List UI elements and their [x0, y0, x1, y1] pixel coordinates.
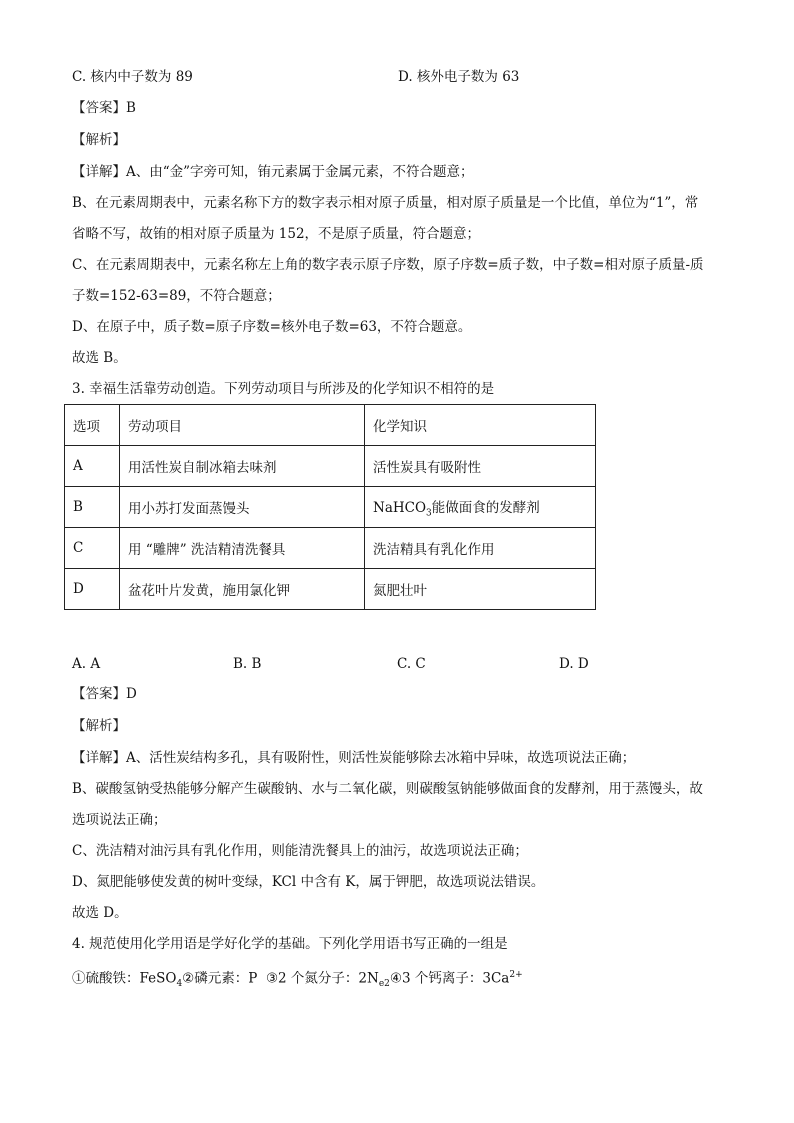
- q3-table: [64, 404, 596, 610]
- table-row: [65, 528, 596, 569]
- header-knowledge: 化学知识: [365, 405, 596, 446]
- q3-stem: 3. 幸福生活靠劳动创造。下列劳动项目与所涉及的化学知识不相符的是: [72, 381, 495, 397]
- row-task: 用活性炭自制冰箱去味剂: [120, 446, 365, 487]
- q4-items: [72, 966, 523, 993]
- q4-item-4-superscript: 2+: [509, 970, 523, 980]
- q2-analysis-label: 【解析】: [72, 132, 126, 148]
- q3-option-a: A. A: [72, 656, 101, 672]
- row-option: D: [65, 569, 120, 610]
- row-task: 盆花叶片发黄，施用氯化钾: [120, 569, 365, 610]
- q2-detail-line: D、在原子中，质子数=原子序数=核外电子数=63，不符合题意。: [72, 319, 472, 335]
- q3-detail-line: B、碳酸氢钠受热能够分解产生碳酸钠、水与二氧化碳，则碳酸氢钠能够做面食的发酵剂，用于蒸馒头，故: [72, 781, 703, 797]
- q3-option-d: D. D: [559, 656, 589, 672]
- q2-detail-line: 故选 B。: [72, 350, 127, 366]
- q2-detail-line: C、在元素周期表中，元素名称左上角的数字表示原子序数，原子序数=质子数，中子数=相对原子质量-质: [72, 257, 704, 273]
- q3-detail-line: D、氮肥能够使发黄的树叶变绿，KCl 中含有 K，属于钾肥，故选项说法错误。: [72, 874, 545, 890]
- table-row: [65, 487, 596, 528]
- q4-item-2: ②磷元素：P: [182, 970, 258, 987]
- q2-detail-line: 省略不写，故铕的相对原子质量为 152，不是原子质量，符合题意；: [72, 226, 481, 242]
- row-knowledge: 洗洁精具有乳化作用: [365, 528, 596, 569]
- row-knowledge: [365, 487, 596, 528]
- q4-item-3: ③2 个氮分子：2N: [265, 970, 379, 987]
- row-task: 用小苏打发面蒸馒头: [120, 487, 365, 528]
- q3-detail-line: C、洗洁精对油污具有乳化作用，则能清洗餐具上的油污，故选项说法正确；: [72, 843, 528, 859]
- q4-item-4: ④3 个钙离子：3Ca: [389, 970, 510, 987]
- row-knowledge: 活性炭具有吸附性: [365, 446, 596, 487]
- table-row: [65, 569, 596, 610]
- q2-detail-line: 子数=152-63=89，不符合题意；: [72, 288, 281, 304]
- row-option: B: [65, 487, 120, 528]
- q2-detail-line: 【详解】A、由“金”字旁可知，铕元素属于金属元素，不符合题意；: [72, 164, 474, 180]
- q2-option-c: C. 核内中子数为 89: [72, 69, 193, 85]
- q2-detail-line: B、在元素周期表中，元素名称下方的数字表示相对原子质量，相对原子质量是一个比值，单位为“1”，常: [72, 195, 699, 211]
- q3-detail-line: 故选 D。: [72, 905, 128, 921]
- q2-answer: 【答案】B: [72, 100, 136, 116]
- q3-analysis-label: 【解析】: [72, 718, 126, 734]
- formula-text: NaHCO: [373, 499, 427, 516]
- q3-answer: 【答案】D: [72, 686, 137, 702]
- q3-detail-line: 【详解】A、活性炭结构多孔，具有吸附性，则活性炭能够除去冰箱中异味，故选项说法正确；: [72, 750, 636, 766]
- knowledge-text: 能做面食的发酵剂: [431, 499, 540, 516]
- header-task: 劳动项目: [120, 405, 365, 446]
- q3-detail-line: 选项说法正确；: [72, 812, 167, 828]
- q3-option-b: B. B: [233, 656, 262, 672]
- formula-subscript: 3: [426, 508, 432, 519]
- q4-item-3-subscript: e2: [378, 979, 390, 990]
- table-row: [65, 446, 596, 487]
- header-option: 选项: [65, 405, 120, 446]
- q4-item-1: ①硫酸铁：FeSO: [72, 970, 177, 987]
- row-option: A: [65, 446, 120, 487]
- row-option: C: [65, 528, 120, 569]
- q2-option-d: D. 核外电子数为 63: [398, 69, 520, 85]
- row-task: 用 “雕牌” 洗洁精清洗餐具: [120, 528, 365, 569]
- q3-option-c: C. C: [397, 656, 426, 672]
- row-knowledge: 氮肥壮叶: [365, 569, 596, 610]
- q4-stem: 4. 规范使用化学用语是学好化学的基础。下列化学用语书写正确的一组是: [72, 936, 508, 952]
- table-header-row: [65, 405, 596, 446]
- q4-item-1-subscript: 4: [176, 979, 183, 990]
